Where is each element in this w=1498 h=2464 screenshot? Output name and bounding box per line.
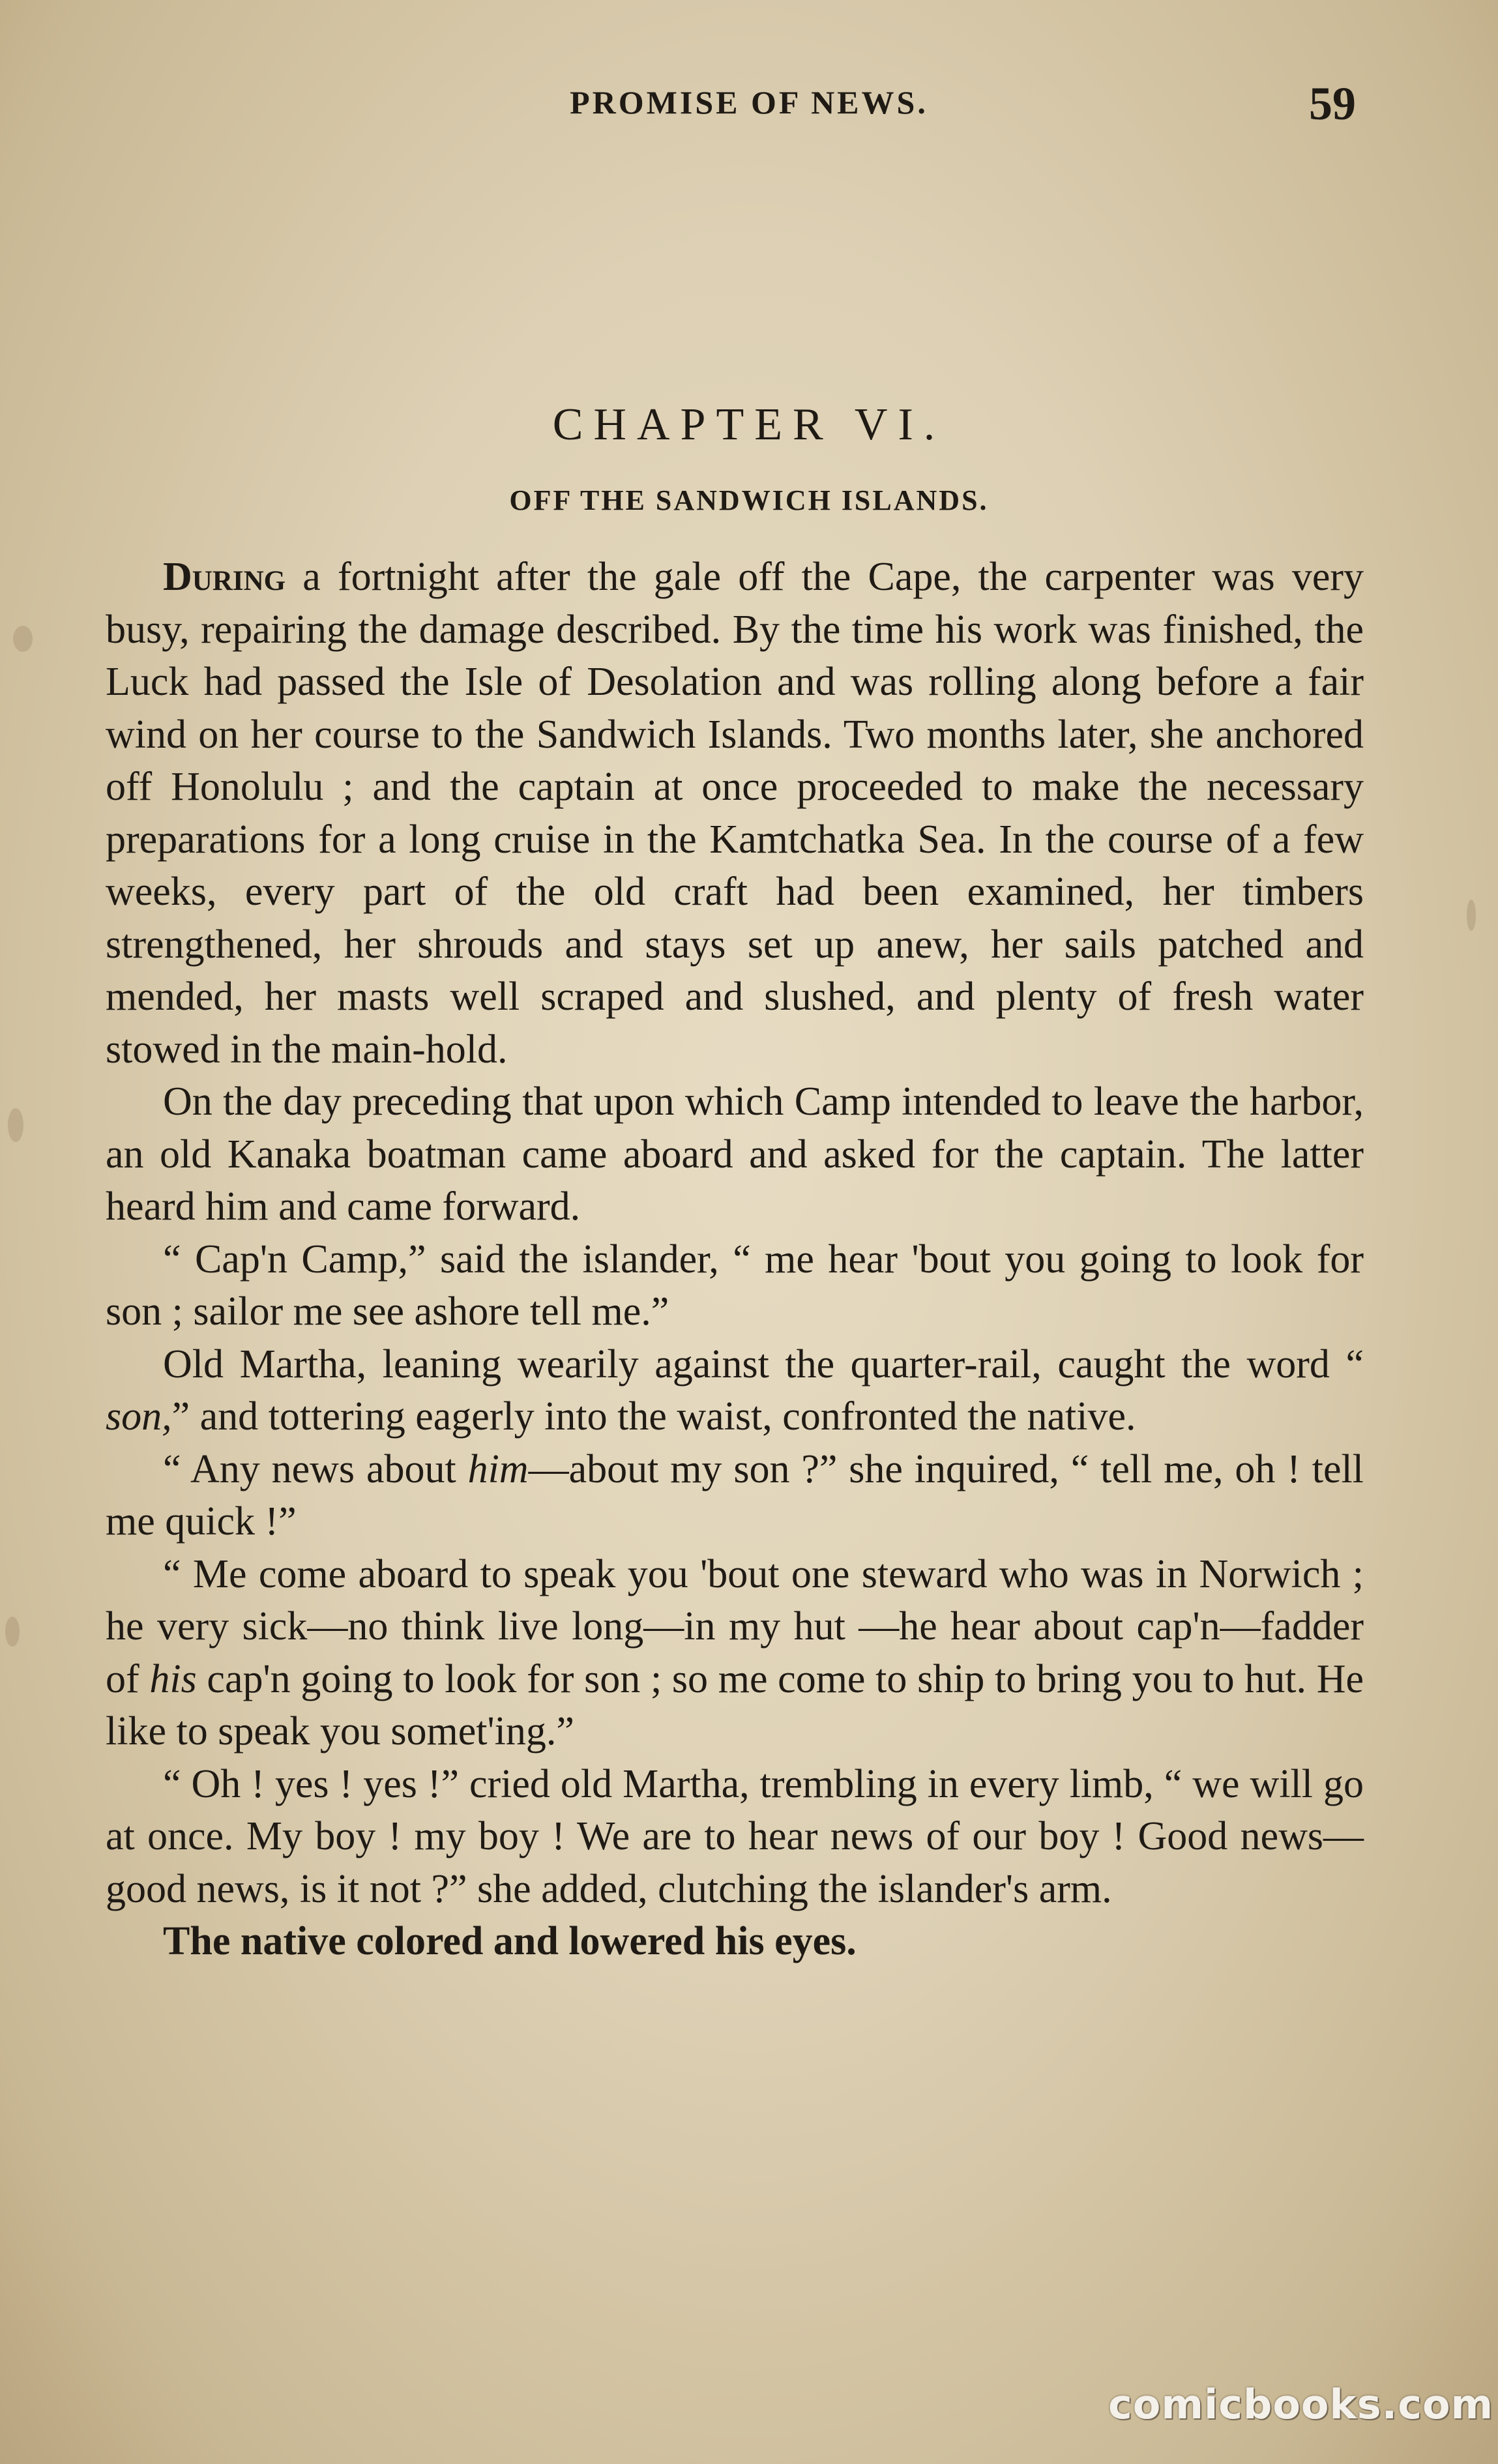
paragraph-text: a fortnight after the gale off the Cape, the carpenter was very busy, repairing the damage described. By the time his work was finished, the Luck had passed the Isle of Desolation and was rolling along before a fair wind on her course to the Sandwich Islands. Two months later, she anchored off Honolulu ; and the captain at once proceeded to make the necessary preparations for a long cruise in the Kamtchatka Sea. In the course of a few weeks, every part of the old craft had been examined, her timbers strengthened, her shrouds and stays set up anew, her sails patched and mended, her masts well scraped and slushed, and plenty of fresh water stowed in the main-hold. [106,555,1364,1072]
paragraph-text: ” and tottering eagerly into the waist, confronted the native. [171,1394,1136,1439]
paragraph-text: —about my son ?” she inquired, “ tell me, oh ! tell me quick !” [106,1446,1364,1544]
page-number: 59 [1309,78,1356,130]
paragraph-text: “ Me come aboard to speak you 'bout one steward who was in Norwich ; he very sick—no think live long—in my hut —he hear about cap'n—fadder of [106,1551,1364,1701]
paper-stain [8,1108,23,1142]
paragraph: “ Cap'n Camp,” said the islander, “ me hear 'bout you going to look for son ; sailor me see ashore tell me.” [106,1237,1364,1334]
paper-stain [1467,900,1476,931]
chapter-subtitle: OFF THE SANDWICH ISLANDS. [509,484,989,516]
watermark: comicbooks.com [1108,2381,1494,2428]
paragraph [106,551,1364,1076]
paragraph [106,1548,1364,1758]
paper-stain [13,626,33,652]
emphasis-text: his [149,1656,197,1701]
running-head: PROMISE OF NEWS. [570,84,928,121]
emphasis-text: him [467,1446,529,1491]
paragraph-text: Old Martha, leaning wearily against the quarter-rail, caught the word “ [163,1342,1364,1386]
paragraph-text: “ Any news about [163,1446,468,1491]
paper-stain [5,1617,20,1647]
paragraph [106,1338,1364,1443]
paragraph [106,1443,1364,1548]
drop-word: During [163,555,286,599]
paragraph: “ Oh ! yes ! yes !” cried old Martha, trembling in every limb, “ we will go at once. My boy ! my boy ! We are to hear news of our boy ! Good news—good news, is it not ?” she added, clutching the islander's arm. [106,1761,1364,1911]
paragraph-text: cap'n going to look for son ; so me come to ship to bring you to hut. He like to speak you somet'ing.” [106,1656,1364,1753]
body-text [106,551,1364,1968]
paragraph: On the day preceding that upon which Camp intended to leave the harbor, an old Kanaka boatman came aboard and asked for the captain. The latter heard him and came forward. [106,1079,1364,1229]
emphasis-text: son, [106,1394,172,1439]
chapter-title: CHAPTER VI. [552,400,946,450]
paragraph: The native colored and lowered his eyes. [163,1919,857,1963]
